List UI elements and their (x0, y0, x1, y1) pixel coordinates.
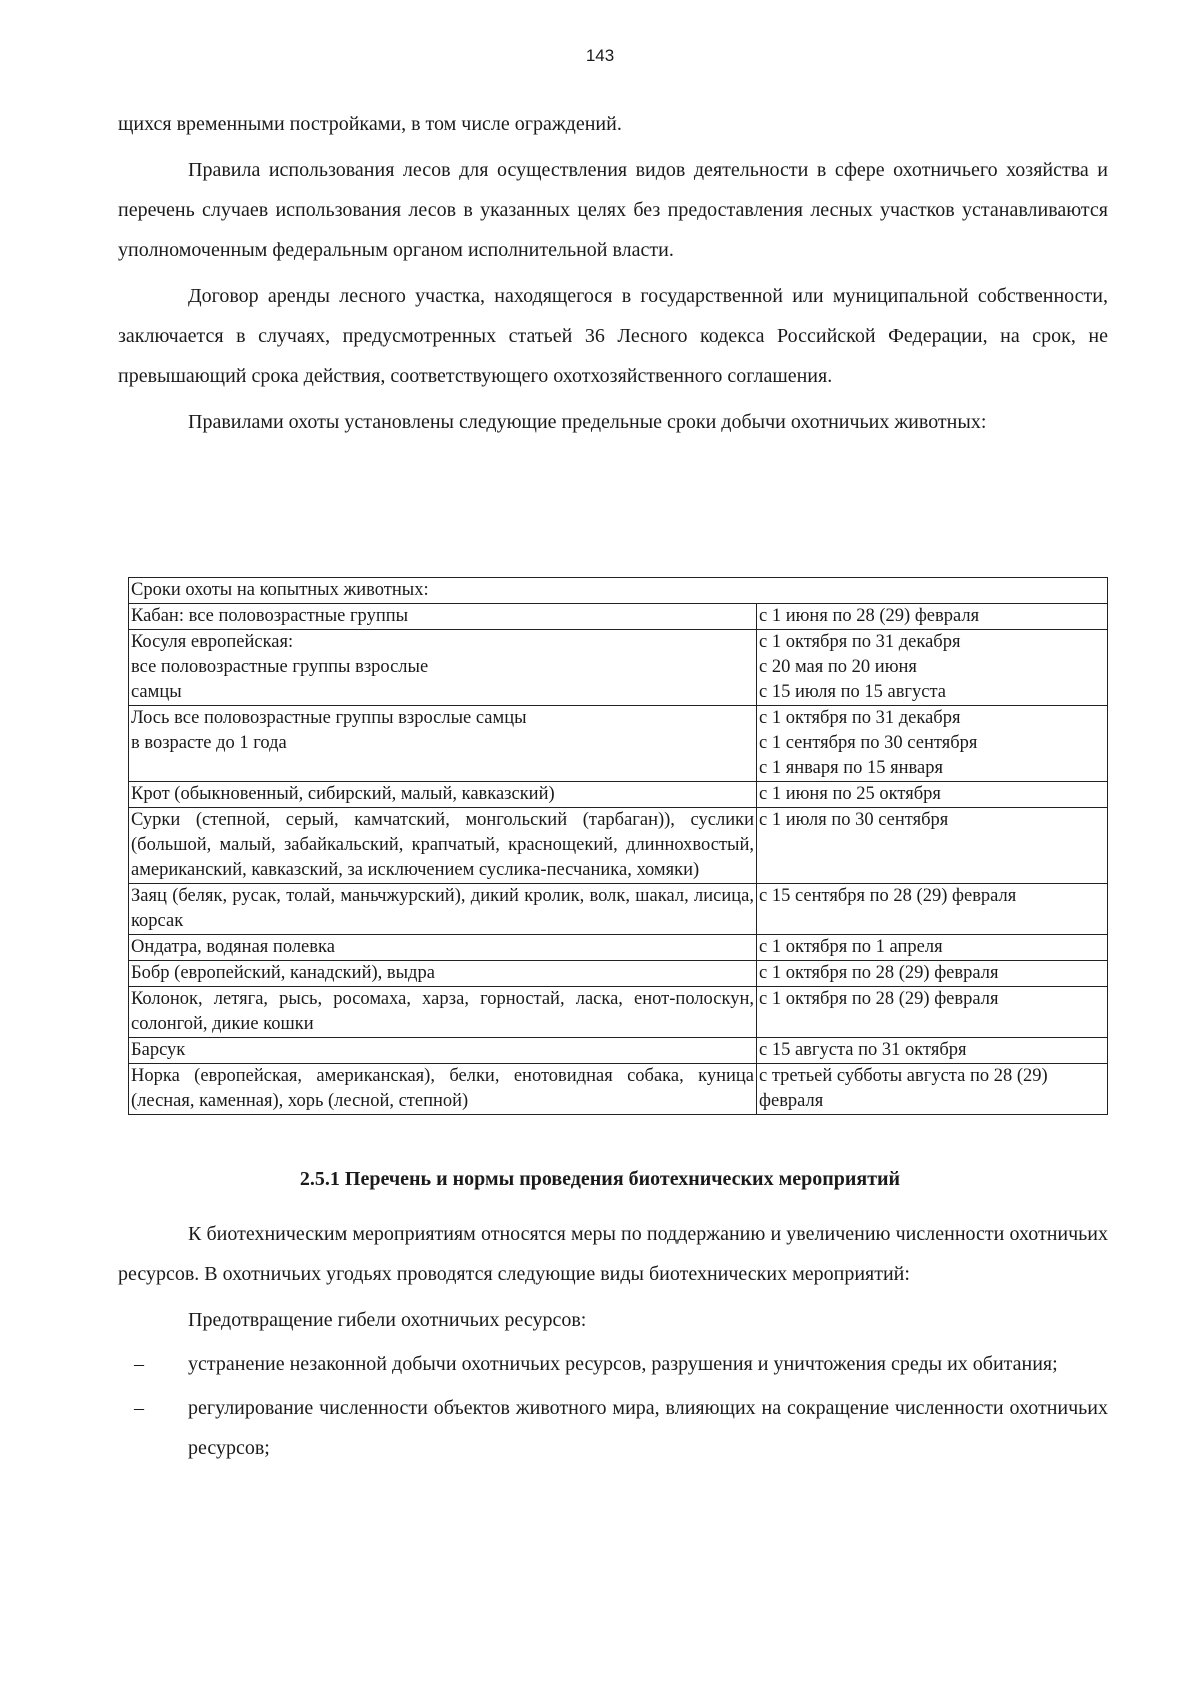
paragraph-prevention: Предотвращение гибели охотничьих ресурсов: (188, 1309, 587, 1331)
table-row (129, 782, 1108, 808)
period-cell: с 1 июня по 25 октября (757, 782, 1108, 808)
animal-cell: Лось все половозрастные группы взрослые самцы в возрасте до 1 года (129, 706, 757, 782)
table-row (129, 706, 1108, 782)
hunting-seasons-table (128, 577, 1108, 1115)
table-row (129, 884, 1108, 935)
paragraph-hunting-rules: Правилами охоты установлены следующие предельные сроки добычи охотничьих животных: (188, 411, 987, 433)
period-cell: с третьей субботы августа по 28 (29) февраля (757, 1064, 1108, 1115)
section-text (118, 1214, 1108, 1468)
animal-cell: Крот (обыкновенный, сибирский, малый, кавказский) (129, 782, 757, 808)
table-row (129, 987, 1108, 1038)
paragraph-forest-use-rules: Правила использования лесов для осуществления видов деятельности в сфере охотничьего хозяйства и перечень случаев использования лесов в указанных целях без предоставления лесных участков устанавливаются уполномоченным федеральным органом исполнительной власти. (118, 159, 1108, 261)
paragraph-lease-agreement: Договор аренды лесного участка, находящегося в государственной или муниципальной собственности, заключается в случаях, предусмотренных статьей 36 Лесного кодекса Российской Федерации, на срок, не превышающий срока действия, соответствующего охотхозяйственного соглашения. (118, 285, 1108, 387)
list-item-text: устранение незаконной добычи охотничьих ресурсов, разрушения и уничтожения среды их обитания; (188, 1353, 1058, 1375)
paragraph-biotech-intro: К биотехническим мероприятиям относятся меры по поддержанию и увеличению численности охотничьих ресурсов. В охотничьих угодьях проводятся следующие виды биотехнических мероприятий: (118, 1223, 1108, 1285)
table-row (129, 1038, 1108, 1064)
table-row (129, 1064, 1108, 1115)
table-row (129, 630, 1108, 706)
list-item-text: регулирование численности объектов животного мира, влияющих на сокращение численности охотничьих ресурсов; (188, 1397, 1108, 1459)
table-row (129, 808, 1108, 884)
list-item (118, 1388, 1108, 1468)
period-cell: с 1 июня по 28 (29) февраля (757, 604, 1108, 630)
period-cell: с 1 июля по 30 сентября (757, 808, 1108, 884)
table-header-cell: Сроки охоты на копытных животных: (129, 578, 1108, 604)
animal-cell: Кабан: все половозрастные группы (129, 604, 757, 630)
table-header-row (129, 578, 1108, 604)
period-cell: с 1 октября по 31 декабря с 1 сентября по 30 сентября с 1 января по 15 января (757, 706, 1108, 782)
animal-cell: Заяц (беляк, русак, толай, маньчжурский), дикий кролик, волк, шакал, лисица, корсак (129, 884, 757, 935)
intro-text (118, 104, 1108, 442)
period-cell: с 1 октября по 28 (29) февраля (757, 961, 1108, 987)
animal-cell: Норка (европейская, американская), белки, енотовидная собака, куница (лесная, каменная), хорь (лесной, степной) (129, 1064, 757, 1115)
animal-cell: Ондатра, водяная полевка (129, 935, 757, 961)
animal-cell: Барсук (129, 1038, 757, 1064)
dash-marker: – (134, 1353, 144, 1375)
animal-cell: Косуля европейская: все половозрастные группы взрослые самцы (129, 630, 757, 706)
period-cell: с 1 октября по 1 апреля (757, 935, 1108, 961)
animal-cell: Бобр (европейский, канадский), выдра (129, 961, 757, 987)
animal-cell: Колонок, летяга, рысь, росомаха, харза, горностай, ласка, енот-полоскун, солонгой, дикие кошки (129, 987, 757, 1038)
period-cell: с 1 октября по 28 (29) февраля (757, 987, 1108, 1038)
section-heading: 2.5.1 Перечень и нормы проведения биотехнических мероприятий (299, 1168, 901, 1190)
period-cell: с 15 сентября по 28 (29) февраля (757, 884, 1108, 935)
table-row (129, 604, 1108, 630)
paragraph-continuation: щихся временными постройками, в том числе ограждений. (118, 113, 622, 135)
list-item (118, 1344, 1108, 1384)
table-row (129, 935, 1108, 961)
dash-marker: – (134, 1397, 144, 1419)
page-number: 143 (585, 46, 615, 65)
period-cell: с 1 октября по 31 декабря с 20 мая по 20 июня с 15 июля по 15 августа (757, 630, 1108, 706)
animal-cell: Сурки (степной, серый, камчатский, монгольский (тарбаган)), суслики (большой, малый, забайкальский, крапчатый, краснощекий, длиннохвостый, американский, кавказский, за исключением суслика-песчаника, хомяки) (129, 808, 757, 884)
table-row (129, 961, 1108, 987)
period-cell: с 15 августа по 31 октября (757, 1038, 1108, 1064)
